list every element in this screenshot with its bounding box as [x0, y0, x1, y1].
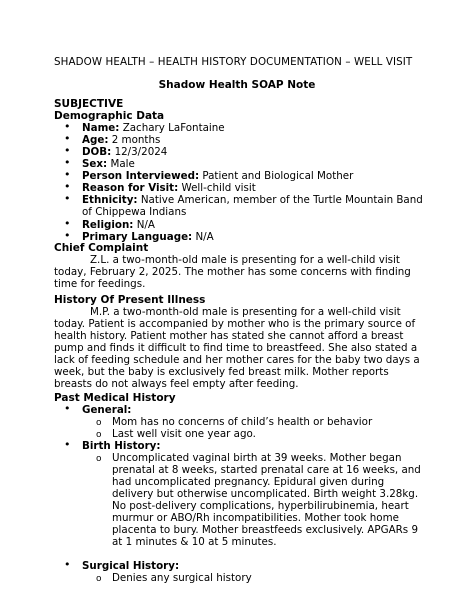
section-demographic-data: Demographic Data	[54, 110, 165, 122]
section-past-medical-history: Past Medical History	[54, 392, 176, 404]
demographic-primary-language: Primary Language: N/A	[82, 231, 214, 243]
bullet: •	[64, 438, 71, 451]
bullet: •	[64, 217, 71, 230]
demographic-sex: Sex: Male	[82, 158, 135, 170]
bullet: •	[64, 120, 71, 133]
demographic-name: Name: Zachary LaFontaine	[82, 122, 225, 134]
pmh-surgical-history-label: Surgical History:	[82, 560, 180, 572]
bullet: •	[64, 229, 71, 242]
demographic-religion: Religion: N/A	[82, 219, 155, 231]
pmh-birth-history-label: Birth History:	[82, 440, 161, 452]
bullet: •	[64, 156, 71, 169]
pmh-birth-history-item: Uncomplicated vaginal birth at 39 weeks. Mother began prenatal at 8 weeks, started prenatal care at 16 weeks, and had uncomplicated pregnancy. Epidural given during delivery but otherwise uncomplicated. Birth weight 3.28kg. No post-delivery complications, hyperbilirubinemia, heart murmur or ABO/Rh incompatibilities. Mother took home placenta to bury. Mother breastfeeds exclusively. APGARs 9 at 1 minutes & 10 at 5 minutes.	[112, 452, 421, 548]
circle-bullet: o	[96, 454, 102, 464]
bullet: •	[64, 192, 71, 205]
bullet: •	[64, 132, 71, 145]
circle-bullet: o	[96, 574, 102, 584]
demographic-person-interviewed: Person Interviewed: Patient and Biological Mother	[82, 170, 354, 182]
bullet: •	[64, 144, 71, 157]
pmh-general-item: Mom has no concerns of child’s health or behavior	[112, 416, 373, 428]
bullet: •	[64, 402, 71, 415]
bullet: •	[64, 180, 71, 193]
pmh-general-label: General:	[82, 404, 132, 416]
section-subjective: SUBJECTIVE	[54, 98, 124, 110]
demographic-dob: DOB: 12/3/2024	[82, 146, 168, 158]
pmh-general-item: Last well visit one year ago.	[112, 428, 256, 440]
demographic-reason-for-visit: Reason for Visit: Well-child visit	[82, 182, 256, 194]
demographic-ethnicity: Ethnicity: Native American, member of the Turtle Mountain Band of Chippewa Indians	[82, 194, 423, 218]
bullet: •	[64, 168, 71, 181]
pmh-surgical-history-item: Denies any surgical history	[112, 572, 252, 584]
bullet: •	[64, 558, 71, 571]
demographic-age: Age: 2 months	[82, 134, 161, 146]
chief-complaint-text: Z.L. a two-month-old male is presenting for a well-child visit today, February 2, 2025. The mother has some concerns with finding time for feedings.	[54, 254, 411, 290]
circle-bullet: o	[96, 430, 102, 440]
circle-bullet: o	[96, 418, 102, 428]
section-chief-complaint: Chief Complaint	[54, 242, 149, 254]
hpi-text: M.P. a two-month-old male is presenting for a well-child visit today. Patient is accompanied by mother who is the primary source of health history. Patient mother has stated she cannot afford a breast pump and finds it difficult to find time to breastfeed. She also stated a lack of feeding schedule and her mother cares for the baby two days a week, but the baby is exclusively fed breast milk. Mother reports breasts do not always feel empty after feeding.	[54, 306, 420, 390]
section-history-of-present-illness: History Of Present Illness	[54, 294, 206, 306]
document-header: SHADOW HEALTH – HEALTH HISTORY DOCUMENTATION – WELL VISIT	[54, 56, 413, 68]
document-title: Shadow Health SOAP Note	[158, 79, 316, 91]
